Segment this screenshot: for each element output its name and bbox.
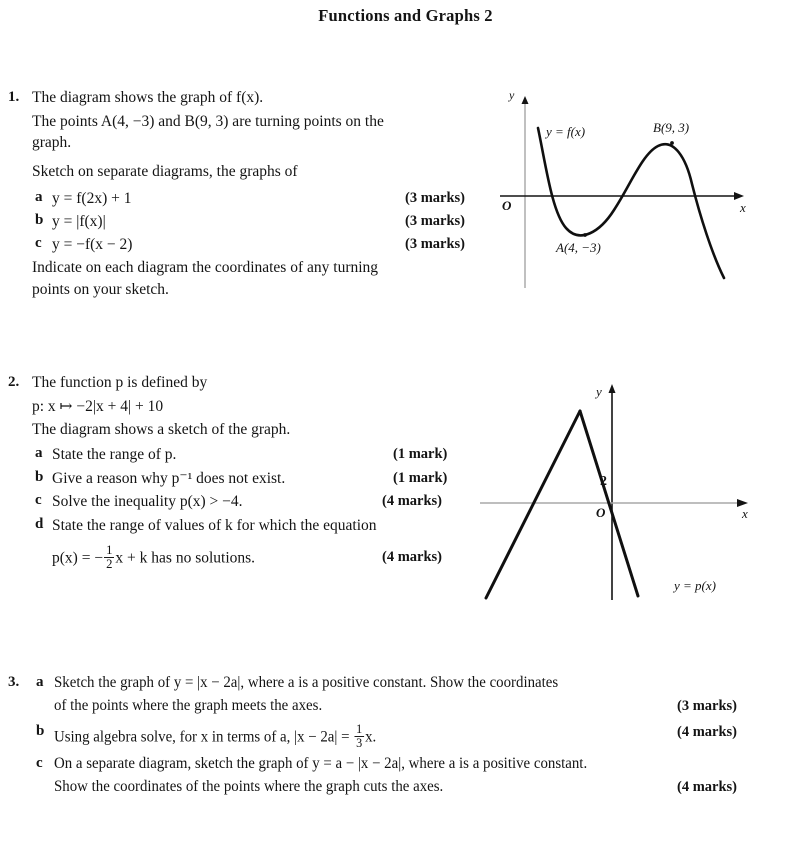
modulus-y-intercept-label: 2 — [600, 474, 607, 489]
q1-text-3: graph. — [32, 134, 72, 151]
modulus-x-axis-label: x — [742, 506, 748, 521]
question-1-part-b-marks: (3 marks) — [405, 213, 466, 229]
q3b-fraction — [354, 723, 364, 750]
q2-eq-fraction — [104, 544, 114, 571]
question-1-line-1 — [32, 88, 263, 108]
question-1-part-c-marks: (3 marks) — [405, 236, 466, 252]
point-b-label: B(9, 3) — [653, 120, 690, 135]
q1-text-4: Sketch on separate diagrams, the graphs of — [32, 163, 298, 180]
question-3-part-a-label: a — [36, 674, 44, 690]
question-2-part-a-label: a — [35, 445, 43, 461]
question-2-part-a-text: State the range of p. — [52, 446, 177, 463]
question-1-number: 1. — [8, 89, 20, 105]
question-2-part-d-text: State the range of values of k for which the equation — [52, 517, 377, 534]
question-2-equation — [52, 544, 255, 571]
question-2-part-b-label: b — [35, 469, 44, 485]
modulus-curve-label-text: y = p(x) — [674, 578, 716, 593]
question-3-part-c-marks: (4 marks) — [677, 779, 738, 795]
question-3-part-a-line-2: of the points where the graph meets the axes. — [54, 697, 323, 714]
question-2-part-d-label: d — [35, 516, 44, 532]
question-2-part-b-marks: (1 mark) — [393, 470, 448, 486]
point-a-label: A(4, −3) — [556, 240, 601, 255]
cubic-curve-label-text: y = f(x) — [546, 124, 586, 139]
question-1-part-b-text: y = |f(x)| — [52, 213, 106, 230]
question-1-part-a-text: y = f(2x) + 1 — [52, 190, 132, 207]
question-3-part-c-line-2: Show the coordinates of the points where the graph cuts the axes. — [54, 778, 444, 795]
question-1-part-c-text: y = −f(x − 2) — [52, 236, 133, 253]
question-3-part-b-marks: (4 marks) — [677, 724, 738, 740]
question-2-part-c-marks: (4 marks) — [382, 493, 443, 509]
question-3-part-c-label: c — [36, 755, 43, 771]
question-2-line-1: The function p is defined by — [32, 374, 208, 391]
q1-text-1: The diagram shows the graph of f(x). — [32, 89, 264, 106]
modulus-y-axis-arrowhead — [609, 384, 616, 393]
cubic-graph-svg — [490, 92, 760, 292]
q2-eq-prefix: p(x) = − — [52, 549, 104, 567]
q3b-numerator: 1 — [356, 722, 363, 736]
question-2-part-a-marks: (1 mark) — [393, 446, 448, 462]
question-1-closing-line-2: points on your sketch. — [32, 281, 169, 298]
cubic-y-axis-label: y — [509, 88, 515, 102]
question-1-line-4 — [32, 162, 298, 182]
cubic-y-axis-arrowhead — [522, 96, 529, 104]
modulus-origin-label: O — [596, 505, 606, 520]
q1-text-2: The points A(4, −3) and B(9, 3) are turning points on the — [32, 113, 384, 130]
page-title: Functions and Graphs 2 — [318, 6, 493, 25]
question-3-number: 3. — [8, 674, 20, 690]
q3b-denominator: 3 — [356, 735, 363, 750]
cubic-curve-label — [546, 124, 585, 140]
question-2-part-b-text: Give a reason why p⁻¹ does not exist. — [52, 470, 286, 487]
question-1-part-a-marks: (3 marks) — [405, 190, 466, 206]
q3b-suffix: x. — [365, 728, 377, 746]
question-3-part-b-label: b — [36, 723, 45, 739]
question-1-part-a-label: a — [35, 189, 43, 205]
figure-cubic-graph — [490, 88, 760, 292]
cubic-x-axis-arrowhead — [734, 192, 744, 200]
modulus-y-axis-label: y — [596, 384, 602, 399]
question-2-part-d-marks: (4 marks) — [382, 549, 443, 565]
point-b-marker — [670, 141, 674, 145]
q2-eq-suffix: x + k has no solutions. — [115, 549, 256, 567]
q2-eq-numerator: 1 — [106, 543, 113, 557]
question-1-line-2 — [32, 112, 384, 132]
point-a-marker — [583, 233, 587, 237]
q2-eq-denominator: 2 — [106, 556, 113, 571]
question-3-part-c-line-1: On a separate diagram, sketch the graph of y = a − |x − 2a|, where a is a positive constant. — [54, 755, 588, 772]
question-3-part-b-text — [54, 723, 376, 750]
q3b-prefix: Using algebra solve, for x in terms of a, |x − 2a| = — [54, 728, 354, 746]
question-3-part-a-marks: (3 marks) — [677, 698, 738, 714]
question-2-part-c-label: c — [35, 492, 42, 508]
question-1-part-c-label: c — [35, 235, 42, 251]
question-2-line-3: The diagram shows a sketch of the graph. — [32, 421, 291, 438]
modulus-left-branch — [486, 411, 580, 598]
question-2-line-2: p: x ↦ −2|x + 4| + 10 — [32, 398, 164, 415]
question-2-part-c-text: Solve the inequality p(x) > −4. — [52, 493, 243, 510]
question-1-part-b-label: b — [35, 212, 44, 228]
cubic-x-axis-label: x — [740, 200, 746, 215]
question-1-closing-line-1: Indicate on each diagram the coordinates of any turning — [32, 259, 379, 276]
question-1-line-3 — [32, 133, 71, 153]
question-2-number: 2. — [8, 374, 20, 390]
cubic-origin-label: O — [502, 198, 512, 213]
modulus-graph-svg — [478, 378, 768, 603]
figure-modulus-graph — [478, 378, 768, 603]
question-3-part-a-line-1: Sketch the graph of y = |x − 2a|, where a is a positive constant. Show the coordinates — [54, 674, 559, 691]
modulus-curve-label — [674, 578, 716, 594]
